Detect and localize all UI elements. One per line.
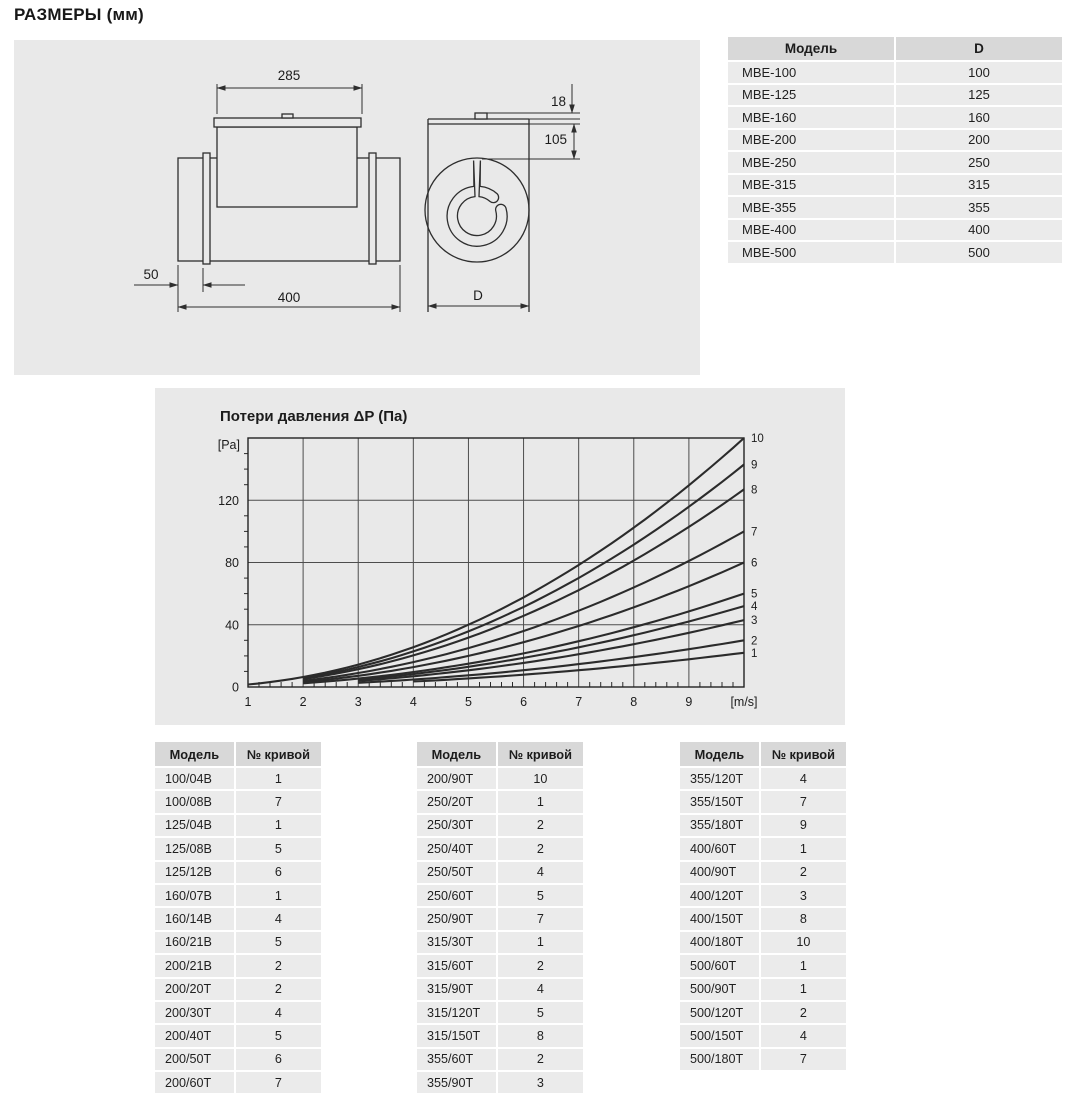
curve-label-3: 3 [751, 615, 758, 628]
curve-4 [358, 606, 744, 680]
table-header-row [155, 742, 321, 766]
table-row [680, 979, 846, 1000]
curve-label-1: 1 [751, 647, 758, 660]
table-row [680, 838, 846, 859]
table-row [728, 197, 1062, 218]
table-row [417, 885, 583, 906]
curve-label-8: 8 [751, 484, 758, 497]
model-cell: 500/90Т [680, 979, 759, 1000]
model-cell: 200/50Т [155, 1049, 234, 1070]
table-row [155, 815, 321, 836]
table-row [155, 768, 321, 789]
value-cell: 1 [761, 979, 846, 1000]
table-row [155, 1072, 321, 1093]
dim-d-label: D [473, 288, 483, 303]
table-row [680, 1049, 846, 1070]
value-cell: 3 [498, 1072, 583, 1093]
model-cell: 250/40Т [417, 838, 496, 859]
dimensions-panel [14, 40, 700, 375]
table-row [680, 932, 846, 953]
svg-text:7: 7 [575, 695, 583, 709]
value-cell: 1 [236, 768, 321, 789]
table-row [417, 932, 583, 953]
model-cell: 315/60Т [417, 955, 496, 976]
pressure-loss-chart-panel [155, 388, 845, 725]
table-row [728, 85, 1062, 106]
model-cell: 315/90Т [417, 979, 496, 1000]
model-cell: 200/90Т [417, 768, 496, 789]
value-cell: 5 [498, 1002, 583, 1023]
value-cell: 7 [761, 1049, 846, 1070]
value-cell: 7 [236, 1072, 321, 1093]
column-header: Модель [417, 742, 496, 766]
value-cell: 2 [498, 955, 583, 976]
value-cell: 1 [498, 791, 583, 812]
table-row [417, 1025, 583, 1046]
model-cell: 315/120Т [417, 1002, 496, 1023]
model-cell: 250/60Т [417, 885, 496, 906]
table-row [680, 768, 846, 789]
value-cell: 8 [761, 908, 846, 929]
curve-label-9: 9 [751, 459, 758, 472]
column-header: Модель [728, 37, 894, 60]
value-cell: 5 [236, 838, 321, 859]
table-row [680, 885, 846, 906]
column-header: № кривой [236, 742, 321, 766]
chart-curves [248, 433, 764, 685]
value-cell: 9 [761, 815, 846, 836]
svg-text:2: 2 [299, 695, 307, 709]
table-row [155, 838, 321, 859]
table-row [417, 908, 583, 929]
value-cell: 100 [896, 62, 1062, 83]
table-row [417, 1072, 583, 1093]
table-row [728, 107, 1062, 128]
model-cell: 355/90Т [417, 1072, 496, 1093]
model-cell: 250/90Т [417, 908, 496, 929]
svg-text:120: 120 [218, 493, 239, 508]
table-row [680, 1025, 846, 1046]
column-header: Модель [680, 742, 759, 766]
side-view-drawing [425, 84, 580, 312]
table-row [680, 815, 846, 836]
svg-text:40: 40 [225, 618, 239, 633]
table-row [417, 979, 583, 1000]
value-cell: 8 [498, 1025, 583, 1046]
dim-400-label: 400 [277, 290, 301, 305]
table-row [155, 1025, 321, 1046]
pressure-loss-chart [155, 388, 845, 725]
table-header-row [417, 742, 583, 766]
column-header: № кривой [498, 742, 583, 766]
model-cell: МВЕ-160 [728, 107, 894, 128]
model-cell: 160/07В [155, 885, 234, 906]
value-cell: 315 [896, 175, 1062, 196]
chart-title: Потери давления ΔP (Па) [220, 408, 408, 425]
model-cell: 125/12В [155, 862, 234, 883]
svg-text:3: 3 [354, 695, 362, 709]
value-cell: 1 [236, 815, 321, 836]
table-row [680, 862, 846, 883]
svg-text:6: 6 [520, 695, 528, 709]
model-cell: 200/30Т [155, 1002, 234, 1023]
curve-label-4: 4 [751, 601, 758, 614]
value-cell: 400 [896, 220, 1062, 241]
table-row [417, 862, 583, 883]
table-row [155, 955, 321, 976]
svg-text:5: 5 [464, 695, 472, 709]
model-cell: МВЕ-250 [728, 152, 894, 173]
value-cell: 7 [498, 908, 583, 929]
svg-text:8: 8 [630, 695, 638, 709]
value-cell: 2 [236, 955, 321, 976]
svg-text:9: 9 [685, 695, 693, 709]
model-cell: 200/20Т [155, 979, 234, 1000]
dim-18-label: 18 [550, 94, 566, 109]
model-diameter-table-grid [726, 35, 1064, 265]
column-header: Модель [155, 742, 234, 766]
table-row [155, 932, 321, 953]
model-cell: 125/04В [155, 815, 234, 836]
model-cell: 355/120Т [680, 768, 759, 789]
curve-table-2-grid [415, 740, 585, 1095]
curve-10 [248, 438, 744, 685]
model-cell: 200/40Т [155, 1025, 234, 1046]
model-cell: 315/30Т [417, 932, 496, 953]
page-title: РАЗМЕРЫ (мм) [14, 5, 144, 24]
value-cell: 250 [896, 152, 1062, 173]
value-cell: 4 [498, 979, 583, 1000]
model-cell: 160/14В [155, 908, 234, 929]
value-cell: 1 [236, 885, 321, 906]
heater-element-symbol [447, 161, 507, 247]
table-row [417, 1049, 583, 1070]
y-unit-label: [Pa] [217, 438, 240, 452]
table-row [155, 862, 321, 883]
table-row [728, 152, 1062, 173]
table-row [728, 175, 1062, 196]
column-header: № кривой [761, 742, 846, 766]
model-cell: 100/04В [155, 768, 234, 789]
dimension-drawing [14, 40, 700, 375]
value-cell: 160 [896, 107, 1062, 128]
model-cell: 250/20Т [417, 791, 496, 812]
curve-table-2 [415, 740, 585, 1095]
value-cell: 4 [761, 768, 846, 789]
table-row [728, 62, 1062, 83]
table-row [155, 979, 321, 1000]
column-header: D [896, 37, 1062, 60]
value-cell: 4 [236, 1002, 321, 1023]
value-cell: 4 [498, 862, 583, 883]
model-cell: 500/60Т [680, 955, 759, 976]
table-row [155, 908, 321, 929]
model-cell: МВЕ-400 [728, 220, 894, 241]
model-cell: 250/50Т [417, 862, 496, 883]
value-cell: 200 [896, 130, 1062, 151]
table-row [680, 908, 846, 929]
model-cell: 355/60Т [417, 1049, 496, 1070]
value-cell: 2 [761, 1002, 846, 1023]
value-cell: 2 [498, 838, 583, 859]
model-cell: 200/21В [155, 955, 234, 976]
table-row [417, 815, 583, 836]
model-cell: 500/180Т [680, 1049, 759, 1070]
value-cell: 2 [761, 862, 846, 883]
value-cell: 5 [236, 1025, 321, 1046]
table-row [728, 220, 1062, 241]
table-row [680, 1002, 846, 1023]
model-cell: 400/120Т [680, 885, 759, 906]
model-cell: 125/08В [155, 838, 234, 859]
model-cell: 500/150Т [680, 1025, 759, 1046]
table-row [728, 130, 1062, 151]
model-cell: 400/90Т [680, 862, 759, 883]
model-cell: 250/30Т [417, 815, 496, 836]
table-row [680, 955, 846, 976]
value-cell: 4 [236, 908, 321, 929]
dim-50-label: 50 [143, 267, 159, 282]
value-cell: 1 [761, 955, 846, 976]
model-cell: 400/150Т [680, 908, 759, 929]
dim-285-label: 285 [277, 68, 301, 83]
value-cell: 3 [761, 885, 846, 906]
curve-label-2: 2 [751, 635, 758, 648]
model-cell: 200/60Т [155, 1072, 234, 1093]
table-row [417, 791, 583, 812]
table-row [155, 1049, 321, 1070]
table-header-row [680, 742, 846, 766]
value-cell: 125 [896, 85, 1062, 106]
model-cell: МВЕ-125 [728, 85, 894, 106]
model-cell: 100/08В [155, 791, 234, 812]
table-row [680, 791, 846, 812]
value-cell: 2 [236, 979, 321, 1000]
value-cell: 7 [761, 791, 846, 812]
value-cell: 6 [236, 1049, 321, 1070]
table-row [417, 1002, 583, 1023]
curve-table-3-grid [678, 740, 848, 1072]
value-cell: 7 [236, 791, 321, 812]
value-cell: 4 [761, 1025, 846, 1046]
table-row [155, 791, 321, 812]
table-row [155, 1002, 321, 1023]
value-cell: 10 [498, 768, 583, 789]
curve-table-3 [678, 740, 848, 1072]
model-cell: МВЕ-100 [728, 62, 894, 83]
curve-label-7: 7 [751, 526, 758, 539]
front-view-drawing [134, 68, 400, 312]
curve-label-6: 6 [751, 557, 758, 570]
table-header-row [728, 37, 1062, 60]
value-cell: 355 [896, 197, 1062, 218]
model-cell: 355/150Т [680, 791, 759, 812]
table-row [155, 885, 321, 906]
x-unit-label: [m/s] [730, 695, 758, 709]
value-cell: 1 [761, 838, 846, 859]
table-row [417, 768, 583, 789]
value-cell: 6 [236, 862, 321, 883]
dim-105-label: 105 [544, 132, 567, 147]
value-cell: 2 [498, 815, 583, 836]
model-cell: 400/60Т [680, 838, 759, 859]
svg-text:80: 80 [225, 556, 239, 570]
curve-label-10: 10 [751, 433, 764, 445]
model-cell: МВЕ-315 [728, 175, 894, 196]
table-row [417, 838, 583, 859]
model-cell: МВЕ-355 [728, 197, 894, 218]
svg-text:4: 4 [409, 695, 417, 709]
svg-text:0: 0 [232, 680, 239, 695]
table-row [728, 242, 1062, 263]
table-row [417, 955, 583, 976]
model-cell: 315/150Т [417, 1025, 496, 1046]
model-diameter-table [726, 35, 1064, 265]
value-cell: 2 [498, 1049, 583, 1070]
value-cell: 500 [896, 242, 1062, 263]
model-cell: 160/21В [155, 932, 234, 953]
value-cell: 5 [498, 885, 583, 906]
model-cell: 355/180Т [680, 815, 759, 836]
curve-label-5: 5 [751, 588, 758, 601]
curve-table-1 [153, 740, 323, 1095]
value-cell: 5 [236, 932, 321, 953]
model-cell: МВЕ-200 [728, 130, 894, 151]
curve-table-1-grid [153, 740, 323, 1095]
model-cell: МВЕ-500 [728, 242, 894, 263]
value-cell: 10 [761, 932, 846, 953]
svg-text:1: 1 [244, 695, 252, 709]
value-cell: 1 [498, 932, 583, 953]
model-cell: 400/180Т [680, 932, 759, 953]
model-cell: 500/120Т [680, 1002, 759, 1023]
